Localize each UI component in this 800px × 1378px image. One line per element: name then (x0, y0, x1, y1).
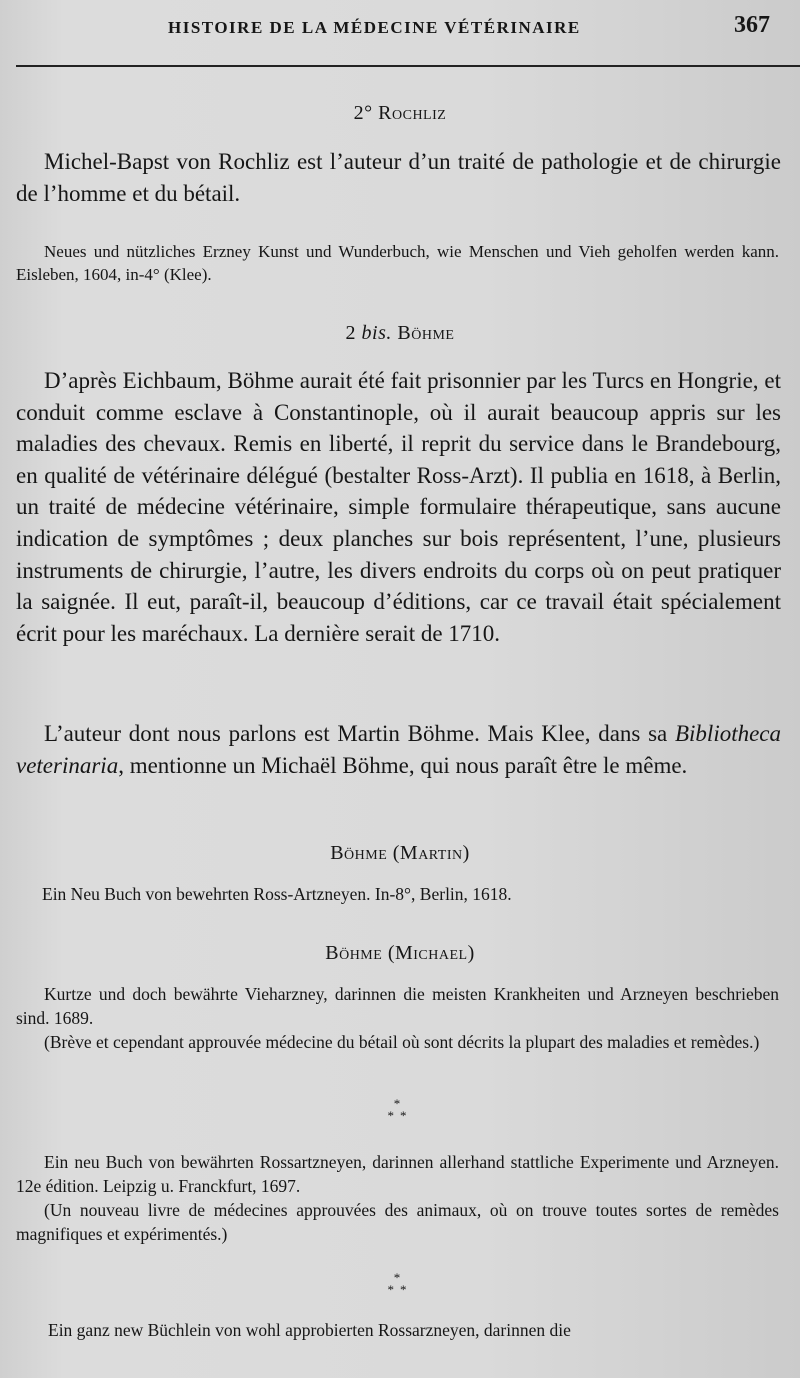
paragraph-bohme-author (16, 718, 781, 781)
asterism-divider (0, 1272, 800, 1296)
section-bis: bis. (361, 322, 392, 344)
asterism-star: * (393, 1096, 407, 1111)
subheading-bohme-michael (0, 942, 800, 965)
paragraph-bohme-biography: D’après Eichbaum, Böhme aurait été fait prisonnier par les Turcs en Hongrie, et conduit comme esclave à Constantinople, où il aurait beaucoup appris sur les maladies des chevaux. Remis en liberté, il reprit du service dans le Brandebourg, en qualité de vétérinaire délégué (bestalter Ross-Arzt). Il publia en 1618, à Berlin, un traité de médecine vétérinaire, simple formulaire thérapeutique, sans aucune indication de symptômes ; deux planches sur bois représentent, l’une, plusieurs instruments de chirurgie, l’autre, les divers endroits du corps où on peut pratiquer la saignée. Il eut, paraît-il, beaucoup d’éditions, car ce travail était spécialement écrit pour les maréchaux. La dernière serait de 1710. (16, 368, 781, 646)
section-heading-bohme (0, 322, 800, 345)
book-title-italic: Bibliotheca veterinaria (16, 721, 782, 778)
bibliography-michael: Kurtze und doch bewährte Vieharzney, darinnen die meisten Krankheiten und Arzneyen beschrieben sind. 1689. (16, 984, 779, 1028)
paragraph-text: , mentionne un Michaël Böhme, qui nous paraît être le même. (118, 752, 688, 778)
paragraph-text: L’auteur dont nous parlons est Martin Böhme. Mais Klee, dans sa (44, 721, 668, 746)
section-heading-rochliz (0, 102, 800, 125)
asterism-star: * (387, 1282, 400, 1297)
subheading-name: Böhme (325, 942, 383, 964)
page-header (0, 12, 800, 46)
paragraph-rochliz: Michel-Bapst von Rochliz est l’auteur d’un traité de pathologie et de chirurgie de l’homme et du bétail. (16, 149, 781, 206)
asterism-divider (0, 1098, 800, 1122)
bibliography-rochliz: Neues und nützliches Erzney Kunst und Wunderbuch, wie Menschen und Vieh geholfen werden kann. Eisleben, 1604, in-4° (Klee). (16, 242, 779, 284)
bibliography-martin: Ein Neu Buch von bewehrten Ross-Artzneyen. In-8°, Berlin, 1618. (42, 884, 512, 904)
section-number: 2 (345, 322, 357, 344)
translation-1697: (Un nouveau livre de médecines approuvées des animaux, où on trouve toutes sortes de remèdes magnifiques et expérimentés.) (16, 1200, 779, 1244)
subheading-bohme-martin (0, 842, 800, 865)
subheading-first-name: (Michael) (387, 942, 475, 964)
asterism-star: * (393, 1270, 407, 1285)
asterism-star: * (400, 1282, 413, 1297)
section-name: Rochliz (378, 102, 447, 124)
subheading-name: Böhme (330, 842, 388, 864)
section-number: 2° (353, 102, 373, 124)
translation-michael: (Brève et cependant approuvée médecine du bétail où sont décrits la plupart des maladies et remèdes.) (44, 1032, 760, 1052)
asterism-star: * (387, 1108, 400, 1123)
running-title: HISTOIRE DE LA MÉDECINE VÉTÉRINAIRE (168, 18, 581, 37)
header-rule (16, 65, 800, 67)
bibliography-1697: Ein neu Buch von bewährten Rossartzneyen, darinnen allerhand stattliche Experimente und Arzneyen. 12e édition. Leipzig u. Franckfurt, 1697. (16, 1152, 779, 1196)
section-name: Böhme (397, 322, 455, 344)
subheading-first-name: (Martin) (392, 842, 470, 864)
bibliography-fragment: Ein ganz new Büchlein von wohl approbierten Rossarzneyen, darinnen die (48, 1320, 571, 1340)
asterism-star: * (400, 1108, 413, 1123)
page-number: 367 (734, 12, 770, 38)
